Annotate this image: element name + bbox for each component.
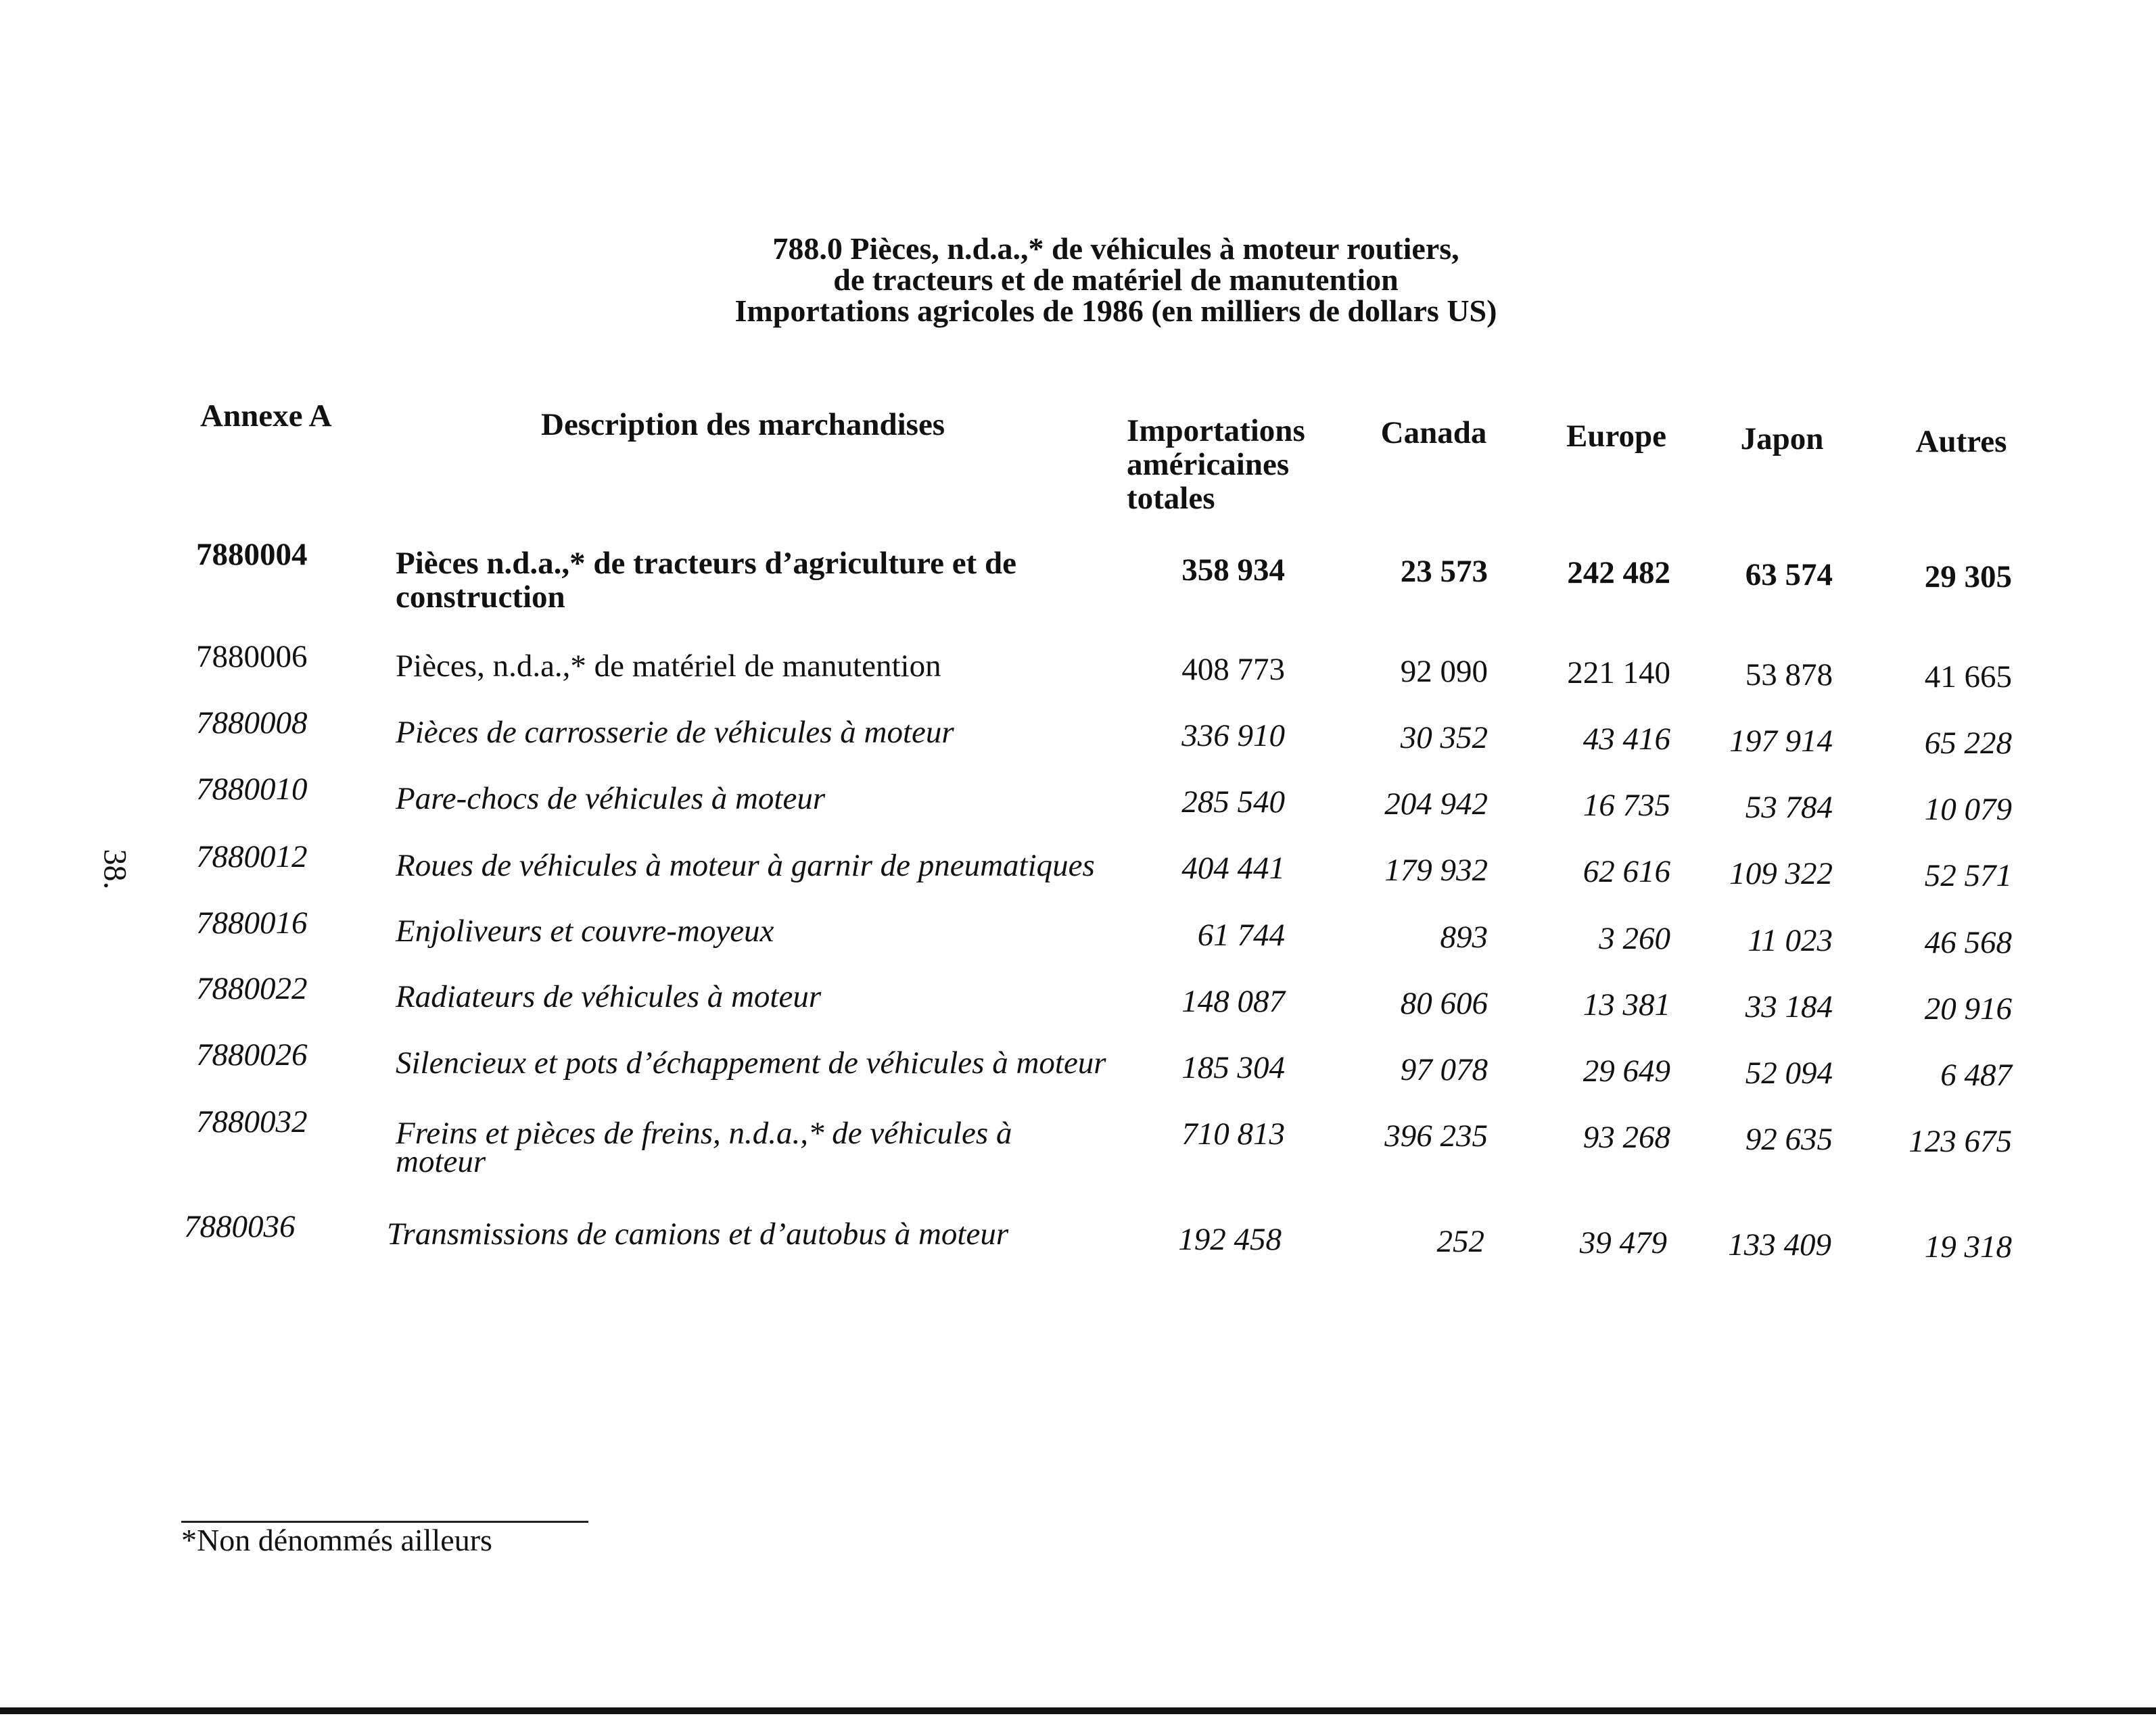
others-value: 10 079: [1924, 792, 2012, 827]
total-imports: 148 087: [1181, 984, 1285, 1019]
total-imports: 404 441: [1181, 851, 1285, 886]
japan-value: 52 094: [1745, 1056, 1833, 1091]
header-annex: Annexe A: [200, 398, 332, 433]
total-imports: 408 773: [1181, 652, 1285, 687]
description: Pièces, n.d.a.,* de matériel de manutention: [396, 648, 941, 684]
others-value: 20 916: [1924, 991, 2012, 1026]
europe-value: 39 479: [1579, 1225, 1667, 1260]
others-value: 123 675: [1908, 1124, 2012, 1159]
others-value: 19 318: [1924, 1229, 2012, 1265]
header-others: Autres: [1915, 424, 2007, 459]
europe-value: 29 649: [1583, 1054, 1670, 1089]
japan-value: 109 322: [1729, 856, 1833, 891]
others-value: 65 228: [1924, 726, 2012, 761]
canada-value: 252: [1436, 1224, 1484, 1259]
europe-value: 43 416: [1583, 722, 1670, 757]
europe-value: 16 735: [1583, 788, 1670, 823]
description: Pièces de carrosserie de véhicules à moteur: [396, 715, 954, 750]
header-japan: Japon: [1740, 421, 1824, 456]
annex-code: 7880016: [196, 905, 308, 941]
annex-code: 7880036: [184, 1209, 296, 1244]
title-line-2: de tracteurs et de matériel de manutention: [833, 262, 1399, 297]
annex-code: 7880032: [196, 1104, 308, 1139]
others-value: 6 487: [1940, 1058, 2012, 1093]
japan-value: 53 878: [1745, 657, 1833, 692]
total-imports: 710 813: [1181, 1116, 1285, 1152]
japan-value: 53 784: [1745, 790, 1833, 825]
description: Transmissions de camions et d’autobus à moteur: [387, 1216, 1009, 1252]
annex-code: 7880008: [196, 705, 308, 740]
canada-value: 97 078: [1400, 1052, 1488, 1087]
description: Pièces n.d.a.,* de tracteurs d’agriculture et de construction: [396, 546, 1017, 615]
total-imports: 358 934: [1181, 552, 1285, 588]
header-total-line-1: Importations: [1127, 413, 1305, 448]
canada-value: 204 942: [1384, 786, 1488, 822]
header-total-line-3: totales: [1127, 481, 1215, 516]
description: Pare-chocs de véhicules à moteur: [396, 781, 826, 816]
description: Enjoliveurs et couvre-moyeux: [396, 914, 774, 949]
annex-code: 7880004: [196, 537, 308, 572]
others-value: 46 568: [1924, 925, 2012, 960]
total-imports: 192 458: [1178, 1222, 1282, 1257]
annex-code: 7880006: [196, 639, 308, 674]
canada-value: 30 352: [1400, 720, 1488, 755]
canada-value: 23 573: [1400, 554, 1488, 589]
footnote: *Non dénommés ailleurs: [181, 1523, 492, 1557]
japan-value: 63 574: [1745, 557, 1833, 592]
europe-value: 242 482: [1567, 555, 1670, 590]
table-title: [690, 233, 1542, 327]
canada-value: 396 235: [1384, 1118, 1488, 1154]
europe-value: 3 260: [1599, 921, 1670, 956]
japan-value: 92 635: [1745, 1122, 1833, 1157]
header-total-imports: [1127, 414, 1305, 515]
description: Roues de véhicules à moteur à garnir de pneumatiques: [396, 848, 1095, 883]
annex-code: 7880026: [196, 1037, 308, 1072]
description: Silencieux et pots d’échappement de véhicules à moteur: [396, 1045, 1106, 1081]
title-line-3: Importations agricoles de 1986 (en milliers de dollars US): [734, 293, 1497, 328]
europe-value: 221 140: [1567, 655, 1670, 690]
header-total-line-2: américaines: [1127, 447, 1290, 482]
others-value: 41 665: [1924, 659, 2012, 694]
page-number: 38.: [97, 849, 133, 890]
canada-value: 80 606: [1400, 986, 1488, 1021]
others-value: 52 571: [1924, 858, 2012, 893]
europe-value: 93 268: [1583, 1120, 1670, 1155]
annex-code: 7880010: [196, 772, 308, 807]
annex-code: 7880012: [196, 839, 308, 874]
europe-value: 62 616: [1583, 854, 1670, 889]
canada-value: 893: [1440, 920, 1488, 955]
title-line-1: 788.0 Pièces, n.d.a.,* de véhicules à moteur routiers,: [772, 231, 1459, 266]
others-value: 29 305: [1924, 559, 2012, 594]
total-imports: 61 744: [1197, 918, 1285, 953]
japan-value: 133 409: [1728, 1227, 1831, 1262]
annex-code: 7880022: [196, 971, 308, 1006]
description: Radiateurs de véhicules à moteur: [396, 979, 822, 1014]
header-europe: Europe: [1566, 419, 1666, 454]
europe-value: 13 381: [1583, 987, 1670, 1022]
total-imports: 285 540: [1181, 784, 1285, 820]
canada-value: 92 090: [1400, 654, 1488, 689]
canada-value: 179 932: [1384, 853, 1488, 888]
total-imports: 185 304: [1181, 1050, 1285, 1085]
japan-value: 11 023: [1748, 923, 1833, 958]
header-description: Description des marchandises: [541, 407, 945, 442]
total-imports: 336 910: [1181, 718, 1285, 753]
page-bottom-border: [0, 1707, 2156, 1714]
japan-value: 197 914: [1729, 724, 1833, 759]
japan-value: 33 184: [1745, 989, 1833, 1024]
header-canada: Canada: [1380, 415, 1487, 450]
description: Freins et pièces de freins, n.d.a.,* de véhicules à moteur: [396, 1116, 1012, 1179]
